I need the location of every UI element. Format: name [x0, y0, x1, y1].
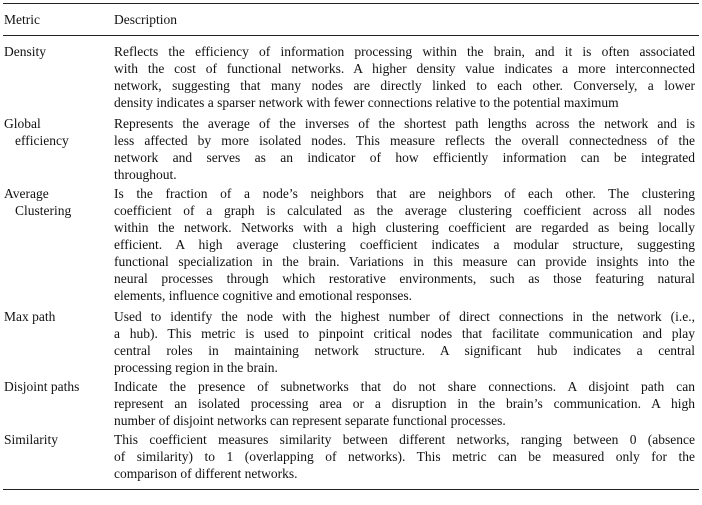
description-line: within the network. Networks with a high clustering coefficient are regarded as being locally	[114, 220, 695, 235]
metric-cell	[4, 43, 110, 60]
metric-name-line: Clustering	[15, 203, 72, 218]
metric-cell	[4, 431, 110, 448]
description-line: density indicates a sparser network with fewer connections relative to the potential maximum	[114, 95, 619, 110]
metric-name-line: Density	[4, 44, 46, 59]
description-line: network, suggesting that many nodes are directly linked to each other. Conversely, a lower	[114, 78, 695, 93]
header-metric: Metric	[4, 12, 40, 27]
description-line: efficient. A high average clustering coefficient indicates a modular structure, suggesting	[114, 237, 695, 252]
description-line: number of disjoint networks can represent separate functional processes.	[114, 413, 506, 428]
description-cell	[114, 308, 695, 376]
description-line: with the cost of functional networks. A higher density value indicates a more interconnected	[114, 61, 695, 76]
description-cell	[114, 378, 695, 429]
metric-name-line: Similarity	[4, 432, 58, 447]
metric-cell	[4, 185, 110, 219]
description-line: neural processes through which restorative environments, such as those featuring natural	[114, 271, 695, 286]
description-line: comparison of different networks.	[114, 466, 298, 481]
metric-name-line: efficiency	[15, 133, 69, 148]
description-line: functional specialization in the brain. Variations in this measure can provide insights into the	[114, 254, 695, 269]
description-line: Is the fraction of a node’s neighbors that are neighbors of each other. The clustering	[114, 186, 695, 201]
description-line: a hub). This metric is used to pinpoint critical nodes that facilitate communication and play	[114, 326, 695, 341]
table-header-rule	[3, 35, 699, 36]
description-cell	[114, 431, 695, 482]
description-line: central roles in maintaining network structure. A significant hub indicates a central	[114, 343, 695, 358]
metric-cell	[4, 378, 110, 395]
header-description: Description	[114, 12, 177, 27]
metric-cell	[4, 308, 110, 325]
description-line: processing region in the brain.	[114, 360, 278, 375]
description-line: coefficient of a graph is calculated as the average clustering coefficient across all nodes	[114, 203, 695, 218]
description-line: Reflects the efficiency of information processing within the brain, and it is often associated	[114, 44, 695, 59]
description-line: This coefficient measures similarity between different networks, ranging between 0 (absence	[114, 432, 695, 447]
metric-name-line: Global	[4, 116, 41, 131]
metric-cell	[4, 115, 110, 149]
metric-name-line: Disjoint paths	[4, 379, 80, 394]
description-cell	[114, 115, 695, 183]
metric-name-line: Max path	[4, 309, 56, 324]
description-line: Represents the average of the inverses of the shortest path lengths across the network and is	[114, 116, 695, 131]
description-line: elements, influence cognitive and emotional responses.	[114, 288, 413, 303]
description-cell	[114, 43, 695, 111]
metric-name-line: Average	[4, 186, 49, 201]
description-line: Indicate the presence of subnetworks that do not share connections. A disjoint path can	[114, 379, 695, 394]
description-line: represent an isolated processing area or a disruption in the brain’s communication. A high	[114, 396, 695, 411]
description-cell	[114, 185, 695, 304]
table-top-rule	[3, 3, 699, 4]
table-bottom-rule	[3, 489, 699, 490]
description-line: less affected by more isolated nodes. This measure reflects the overall connectedness of the	[114, 133, 695, 148]
description-line: throughout.	[114, 167, 177, 182]
description-line: of similarity) to 1 (overlapping of networks). This metric can be measured only for the	[114, 449, 695, 464]
description-line: network and serves as an indicator of how efficiently information can be integrated	[114, 150, 695, 165]
description-line: Used to identify the node with the highest number of direct connections in the network (i.e.,	[114, 309, 695, 324]
